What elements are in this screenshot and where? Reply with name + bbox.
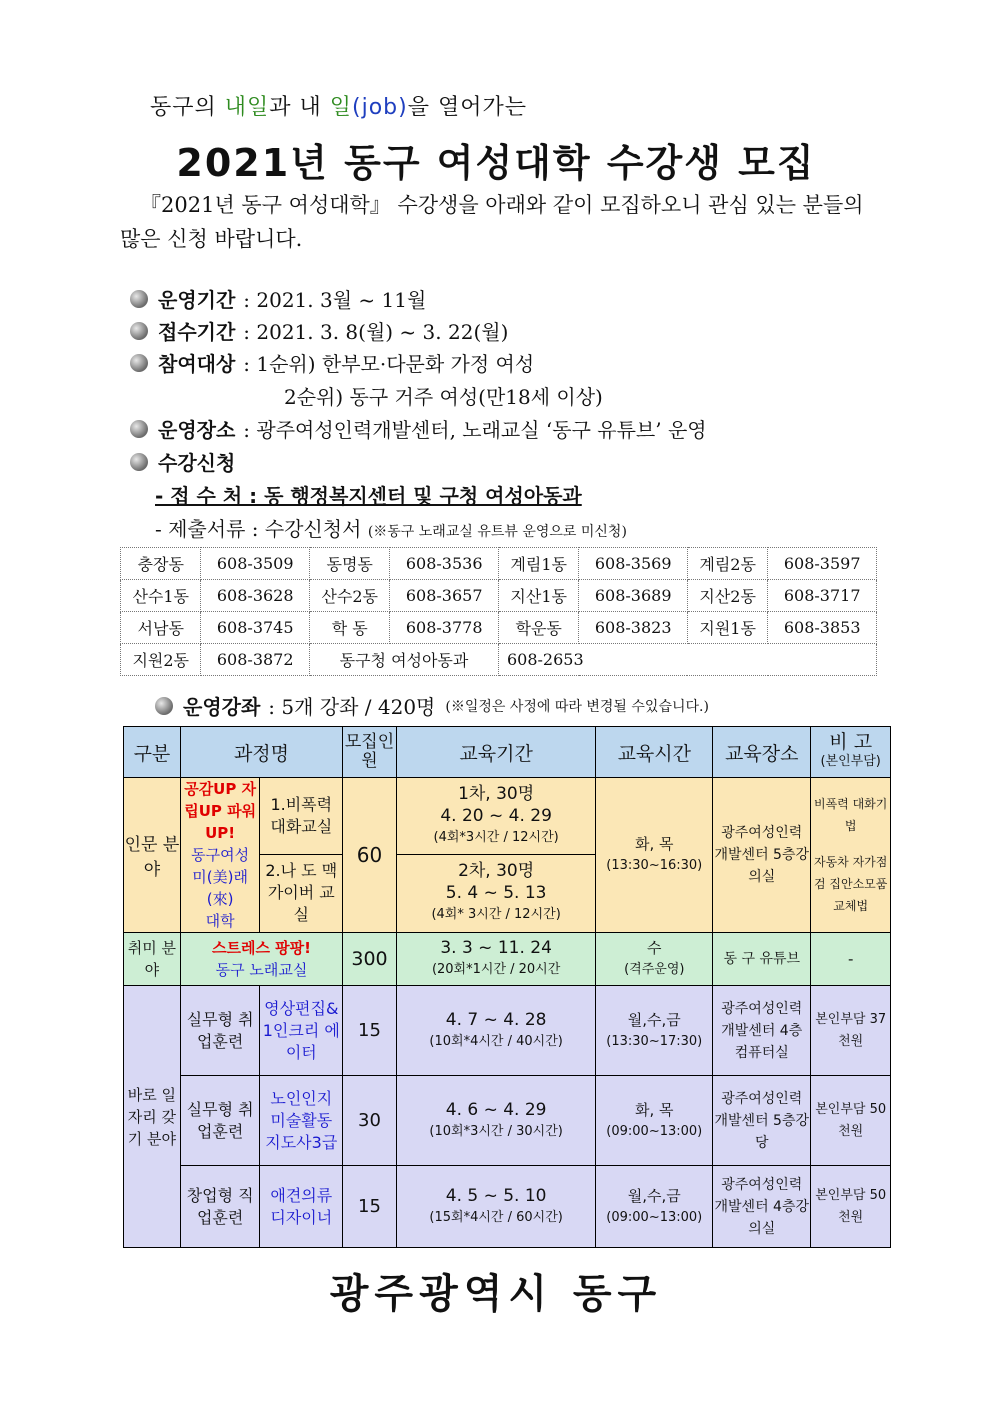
program-slogan: 스트레스 팡팡! [211,939,311,957]
dong-phone: 608-3628 [201,580,310,612]
subtitle-part: (job) [352,95,408,120]
category-cell: 취미 분야 [124,933,181,986]
training-type: 실무형 취업훈련 [180,986,260,1076]
period-hours: (20회*1시간 / 20시간 [431,962,561,977]
dong-phone: 608-3745 [201,612,310,644]
bullet-icon [155,697,173,715]
category-cell: 바로 일자리 갖기 분야 [124,986,181,1248]
place-cell: 광주여성인력 개발센터 5층강의실 [713,778,811,933]
training-type: 실무형 취업훈련 [180,1076,260,1166]
dong-name: 지산1동 [498,580,578,612]
period-dates: 3. 3 ~ 11. 24 [440,938,552,958]
bullet-icon [130,322,148,340]
program-name: 동구 노래교실 [215,961,308,979]
footer-organization: 광주광역시 동구 [329,1271,663,1317]
place-cell: 광주여성인력 개발센터 4층강의실 [713,1166,811,1248]
courses-value: : 5개 강좌 / 420명 [268,695,436,719]
course-table [123,726,891,1248]
note-cell: 본인부담 50천원 [811,1076,891,1166]
time-cell [596,986,713,1076]
time-days: 화, 목 [635,835,674,853]
place-cell: 동 구 유튜브 [713,933,811,986]
bullet-icon [130,290,148,308]
bullet-icon [130,453,148,471]
dong-name: 지원2동 [121,644,201,676]
table-header-row [124,727,891,778]
period-cell [396,933,596,986]
program-slogan: 공감UP 자립UP 파워UP! [184,780,257,842]
phone-table [120,547,877,676]
period-cell [396,778,596,855]
count-cell: 300 [343,933,397,986]
program-name: 노인인지 미술활동 지도사3급 [260,1076,343,1166]
bullet-icon [130,420,148,438]
subtitle [150,90,527,121]
header-count: 모집인원 [343,727,397,778]
dong-phone: 608-3569 [579,548,688,580]
header-category: 구분 [124,727,181,778]
dong-phone: 608-3853 [768,612,877,644]
dong-phone: 608-3597 [768,548,877,580]
note-cell: 본인부담 37천원 [811,986,891,1076]
period-round: 1차, 30명 [458,783,535,804]
period-dates: 4. 20 ~ 4. 29 [440,805,552,826]
period-cell [396,1076,596,1166]
table-row [121,548,877,580]
target-row [130,348,534,377]
period-hours: (10회*4시간 / 40시간) [429,1033,563,1049]
apply-docs [155,513,627,542]
note-text: 자동차 자가점검 집안소모품 교체법 [813,855,888,913]
count-cell: 15 [343,1166,397,1248]
page-title: 2021년 동구 여성대학 수강생 모집 [176,141,816,185]
period-hours: (10회*3시간 / 30시간) [429,1123,563,1139]
target-value-2: 2순위) 동구 거주 여성(만18세 이상) [284,385,603,409]
subtitle-part: 과 내 [269,95,330,120]
table-row [124,778,891,855]
time-hours: (13:30~16:30) [606,858,703,873]
target-label: 참여대상 [158,352,236,376]
program-name: 애견의류 디자이너 [260,1166,343,1248]
dong-phone: 608-3509 [201,548,310,580]
training-type: 창업형 직업훈련 [180,1166,260,1248]
time-hours: (격주운영) [624,962,685,977]
subtitle-part: 내일 [224,95,270,120]
time-hours: (13:30~17:30) [606,1033,703,1049]
count-cell: 60 [343,778,397,933]
time-cell [596,933,713,986]
program-cell [180,933,342,986]
apply-docs-note: (※동구 노래교실 유트뷰 운영으로 미신청) [367,524,627,540]
header-time: 교육시간 [596,727,713,778]
note-cell: - [811,933,891,986]
table-row [121,644,877,676]
table-row [124,986,891,1076]
note-cell: 본인부담 50천원 [811,1166,891,1248]
table-row [124,1076,891,1166]
time-hours: (09:00~13:00) [606,1209,703,1225]
time-cell [596,778,713,933]
dong-name: 서남동 [121,612,201,644]
apply-label: 수강신청 [158,451,236,475]
reception-row [130,316,508,345]
intro-text: 『2021년 동구 여성대학』 수강생을 아래와 같이 모집하오니 관심 있는 분들의 많은 신청 바랍니다. [120,193,864,251]
subtitle-part: 일 [329,95,353,120]
period-row [130,284,426,313]
header-note-title: 비 고 [829,731,873,753]
period-dates: 4. 6 ~ 4. 29 [445,1099,547,1120]
period-hours: (4회*3시간 / 12시간) [433,829,559,845]
period-round: 2차, 30명 [458,861,535,882]
period-cell [396,1166,596,1248]
courses-row [155,691,709,720]
time-days: 월,수,금 [627,1010,681,1029]
period-hours: (15회*4시간 / 60시간) [429,1209,563,1225]
header-period: 교육기간 [396,727,596,778]
time-days: 수 [647,939,662,957]
place-row [130,414,707,443]
count-cell: 30 [343,1076,397,1166]
count-cell: 15 [343,986,397,1076]
header-note-sub: (본인부담) [820,754,881,769]
subtitle-part: 을 열어가는 [407,95,527,120]
subtitle-part: 동구의 [150,95,225,120]
dong-name: 충장동 [121,548,201,580]
dong-name: 산수2동 [309,580,389,612]
program-name: 동구여성 [191,846,250,864]
program-cell [180,778,260,933]
note-text: 비폭력 대화기법 [813,797,888,833]
period-cell [396,986,596,1076]
dong-phone: 608-3717 [768,580,877,612]
period-hours: (4회* 3시간 / 12시간) [431,907,561,923]
dong-name: 산수1동 [121,580,201,612]
place-label: 운영장소 [158,418,236,442]
place-cell: 광주여성인력 개발센터 5층강당 [713,1076,811,1166]
header-place: 교육장소 [713,727,811,778]
office-name: 동구청 여성아동과 [309,644,498,676]
header-note [811,727,891,778]
program-name: 영상편집& 1인크리 에이터 [260,986,343,1076]
period-dates: 4. 5 ~ 5. 10 [445,1185,547,1206]
place-value: : 광주여성인력개발센터, 노래교실 ‘동구 유튜브’ 운영 [243,418,707,442]
place-cell: 광주여성인력 개발센터 4층 컴퓨터실 [713,986,811,1076]
period-value: : 2021. 3월 ~ 11월 [243,288,427,312]
program-name: 미(美)래(來) [192,868,248,908]
apply-row [130,447,235,476]
program-name: 대학 [205,912,235,930]
courses-label: 운영강좌 [183,695,261,719]
table-row [121,580,877,612]
dong-name: 학운동 [498,612,578,644]
reception-value: : 2021. 3. 8(월) ~ 3. 22(월) [243,320,509,344]
time-hours: (09:00~13:00) [606,1123,703,1139]
dong-name: 학 동 [309,612,389,644]
dong-phone: 608-3778 [390,612,499,644]
period-label: 운영기간 [158,288,236,312]
dong-name: 계림1동 [498,548,578,580]
dong-name: 동명동 [309,548,389,580]
dong-phone: 608-3689 [579,580,688,612]
courses-note: (※일정은 사정에 따라 변경될 수있습니다.) [445,698,709,715]
sub-program: 2.나 도 맥가이버 교 실 [260,854,343,932]
table-row [121,612,877,644]
note-cell [811,778,891,933]
dong-phone: 608-3657 [390,580,499,612]
time-days: 월,수,금 [627,1186,681,1205]
bullet-icon [130,354,148,372]
period-dates: 4. 7 ~ 4. 28 [445,1009,547,1030]
time-cell [596,1076,713,1166]
dong-name: 계림2동 [687,548,767,580]
table-row [124,933,891,986]
table-row [124,1166,891,1248]
target-value-1: : 1순위) 한부모·다문화 가정 여성 [243,352,535,376]
apply-docs-text: - 제출서류 : 수강신청서 [155,517,362,541]
category-cell: 인문 분야 [124,778,181,933]
dong-phone: 608-3823 [579,612,688,644]
period-dates: 5. 4 ~ 5. 13 [445,883,547,904]
dong-phone: 608-3872 [201,644,310,676]
time-cell [596,1166,713,1248]
period-cell [396,854,596,932]
apply-where: - 접 수 처 : 동 행정복지센터 및 구청 여성아동과 [155,484,582,508]
dong-name: 지산2동 [687,580,767,612]
dong-name: 지원1동 [687,612,767,644]
office-phone: 608-2653 [498,644,876,676]
reception-label: 접수기간 [158,320,236,344]
header-program: 과정명 [180,727,342,778]
dong-phone: 608-3536 [390,548,499,580]
sub-program: 1.비폭력 대화교실 [260,778,343,855]
time-days: 화, 목 [635,1100,674,1119]
